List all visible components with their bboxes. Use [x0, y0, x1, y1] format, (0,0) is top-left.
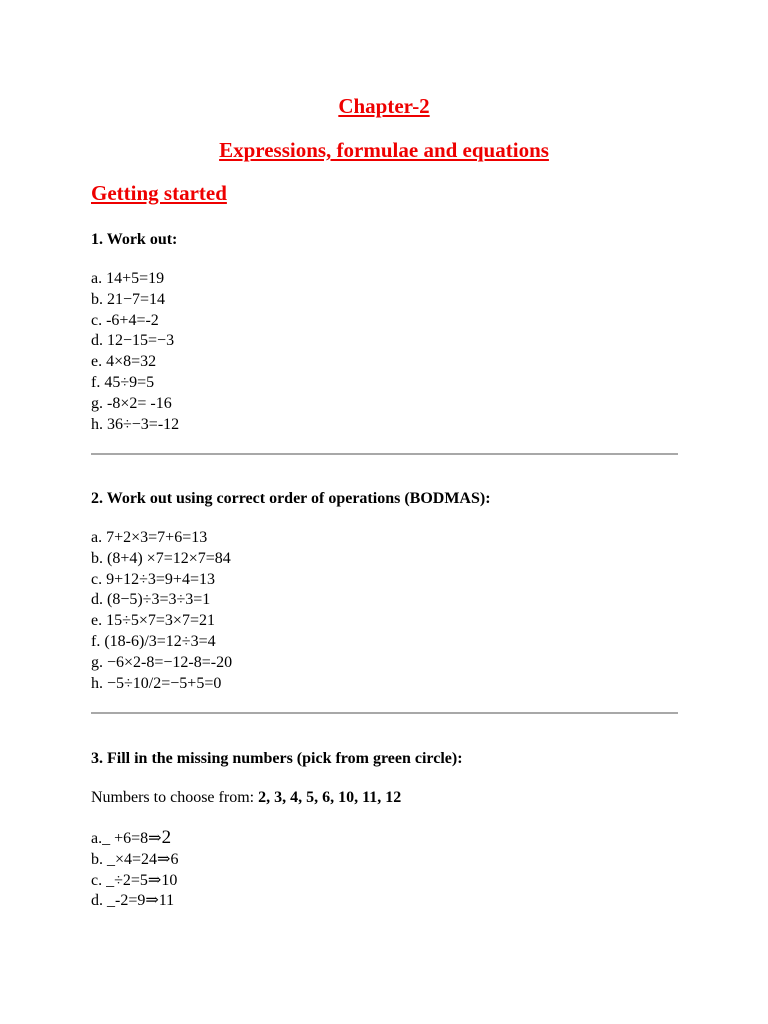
list-item: h. 36÷−3=-12	[91, 415, 180, 433]
question-2-title: 2. Work out using correct order of operations (BODMAS):	[91, 490, 491, 507]
divider	[91, 712, 678, 714]
list-item: f. (18-6)/3=12÷3=4	[91, 632, 216, 650]
list-item: g. −6×2-8=−12-8=-20	[91, 653, 233, 671]
list-item	[91, 828, 178, 850]
item-answer: 6	[170, 850, 179, 868]
list-item: e. 4×8=32	[91, 353, 157, 371]
choose-label: Numbers to choose from:	[91, 789, 259, 806]
list-item: d. (8−5)÷3=3÷3=1	[91, 591, 211, 609]
list-item	[91, 871, 178, 892]
chapter-title: Expressions, formulae and equations	[219, 138, 549, 162]
list-item: c. 9+12÷3=9+4=13	[91, 570, 215, 588]
list-item: b. 21−7=14	[91, 290, 166, 308]
list-item: e. 15÷5×7=3×7=21	[91, 612, 215, 630]
choose-values: 2, 3, 4, 5, 6, 10, 11, 12	[258, 789, 402, 806]
question-3-title: 3. Fill in the missing numbers (pick from green circle):	[91, 750, 463, 767]
item-answer: 10	[161, 871, 178, 889]
item-prefix: c. _÷2=5⇒	[91, 871, 162, 889]
question-1-list	[91, 269, 179, 435]
section-heading: Getting started	[91, 181, 227, 205]
list-item: f. 45÷9=5	[91, 373, 155, 391]
question-1-title: 1. Work out:	[91, 231, 178, 248]
list-item	[91, 891, 178, 912]
item-answer: 11	[158, 892, 175, 910]
divider	[91, 453, 678, 455]
list-item: b. (8+4) ×7=12×7=84	[91, 549, 231, 567]
list-item: a. 14+5=19	[91, 270, 165, 287]
item-prefix: d. _-2=9⇒	[91, 892, 159, 910]
list-item: d. 12−15=−3	[91, 332, 175, 350]
list-item	[91, 850, 178, 871]
list-item: a. 7+2×3=7+6=13	[91, 529, 208, 546]
list-item: c. -6+4=-2	[91, 311, 159, 329]
item-prefix: a._ +6=8⇒	[91, 830, 162, 847]
chapter-heading: Chapter-2	[338, 94, 430, 118]
list-item: h. −5÷10/2=−5+5=0	[91, 674, 222, 692]
list-item: g. -8×2= -16	[91, 394, 172, 412]
question-2-list	[91, 528, 232, 694]
question-3-list	[91, 828, 178, 912]
numbers-to-choose	[91, 789, 401, 807]
item-answer: 2	[161, 827, 172, 848]
item-prefix: b. _×4=24⇒	[91, 850, 171, 868]
